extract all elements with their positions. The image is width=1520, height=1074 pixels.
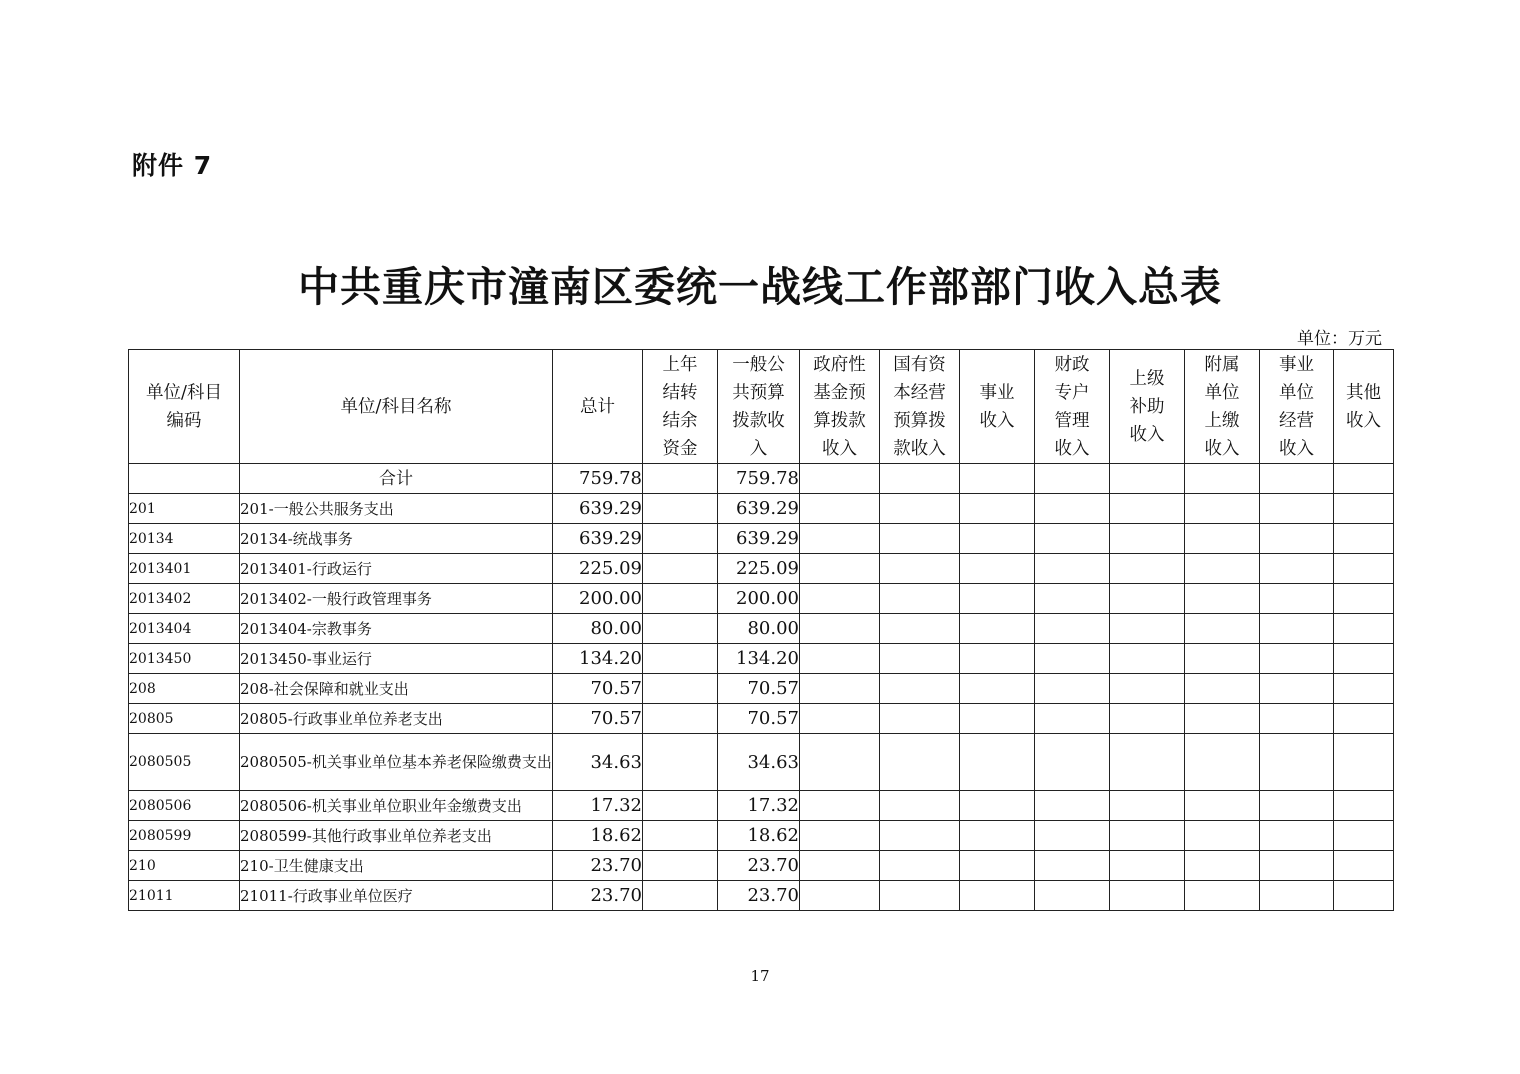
empty-cell <box>880 821 960 851</box>
empty-cell <box>1334 614 1394 644</box>
general-budget-cell: 34.63 <box>718 734 800 791</box>
general-budget-cell: 23.70 <box>718 851 800 881</box>
empty-cell <box>1110 494 1185 524</box>
column-header-line: 收入 <box>1054 438 1090 459</box>
table-header-row <box>129 350 1394 464</box>
column-header-line: 基金预 <box>813 382 866 403</box>
empty-cell <box>1110 614 1185 644</box>
empty-cell <box>880 644 960 674</box>
empty-cell <box>1185 821 1260 851</box>
empty-cell <box>880 524 960 554</box>
empty-cell <box>960 554 1035 584</box>
carryover-cell <box>643 494 718 524</box>
general-budget-cell: 639.29 <box>718 524 800 554</box>
column-header-line: 管理 <box>1054 410 1090 431</box>
total-cell: 639.29 <box>553 524 643 554</box>
empty-cell <box>960 524 1035 554</box>
column-header-line: 共预算 <box>732 382 785 403</box>
general-budget-cell: 23.70 <box>718 881 800 911</box>
general-budget-cell: 80.00 <box>718 614 800 644</box>
total-cell: 23.70 <box>553 881 643 911</box>
column-header-line: 其他 <box>1346 382 1381 403</box>
empty-cell <box>1185 791 1260 821</box>
column-header <box>1185 350 1260 464</box>
carryover-cell <box>643 881 718 911</box>
empty-cell <box>1110 851 1185 881</box>
empty-cell <box>880 674 960 704</box>
total-cell: 639.29 <box>553 494 643 524</box>
subject-name-cell: 21011-行政事业单位医疗 <box>240 881 553 911</box>
empty-cell <box>1185 851 1260 881</box>
empty-cell <box>800 821 880 851</box>
subject-name-cell: 2080505-机关事业单位基本养老保险缴费支出 <box>240 734 553 791</box>
empty-cell <box>800 674 880 704</box>
empty-cell <box>960 464 1035 494</box>
empty-cell <box>1260 821 1334 851</box>
empty-cell <box>1334 704 1394 734</box>
empty-cell <box>1334 524 1394 554</box>
empty-cell <box>1185 464 1260 494</box>
total-cell: 17.32 <box>553 791 643 821</box>
general-budget-cell: 70.57 <box>718 674 800 704</box>
attachment-label: 附件 7 <box>132 151 213 180</box>
empty-cell <box>960 821 1035 851</box>
empty-cell <box>1035 464 1110 494</box>
empty-cell <box>960 644 1035 674</box>
table-row <box>129 464 1394 494</box>
column-header-line: 总计 <box>580 396 615 417</box>
table-row <box>129 584 1394 614</box>
subject-code-cell: 2013404 <box>129 614 240 644</box>
table-body <box>129 464 1394 911</box>
empty-cell <box>1035 584 1110 614</box>
empty-cell <box>1185 554 1260 584</box>
subject-name-cell: 208-社会保障和就业支出 <box>240 674 553 704</box>
empty-cell <box>1110 644 1185 674</box>
column-header-line: 结余 <box>662 410 698 431</box>
carryover-cell <box>643 674 718 704</box>
empty-cell <box>1035 644 1110 674</box>
subject-code-cell: 2013450 <box>129 644 240 674</box>
column-header <box>129 350 240 464</box>
empty-cell <box>880 851 960 881</box>
subject-name-cell: 2013401-行政运行 <box>240 554 553 584</box>
empty-cell <box>1110 704 1185 734</box>
empty-cell <box>1185 644 1260 674</box>
column-header-line: 本经营 <box>893 382 946 403</box>
empty-cell <box>960 494 1035 524</box>
carryover-cell <box>643 584 718 614</box>
column-header-line: 单位 <box>1204 382 1240 403</box>
total-cell: 34.63 <box>553 734 643 791</box>
column-header-line: 上年 <box>662 354 698 375</box>
empty-cell <box>960 674 1035 704</box>
empty-cell <box>800 464 880 494</box>
empty-cell <box>1334 644 1394 674</box>
empty-cell <box>1260 554 1334 584</box>
total-cell: 23.70 <box>553 851 643 881</box>
column-header-line: 预算拨 <box>893 410 946 431</box>
carryover-cell <box>643 791 718 821</box>
empty-cell <box>1035 554 1110 584</box>
column-header-line: 单位 <box>1279 382 1314 403</box>
table-row <box>129 674 1394 704</box>
general-budget-cell: 639.29 <box>718 494 800 524</box>
empty-cell <box>1260 851 1334 881</box>
table-row <box>129 554 1394 584</box>
empty-cell <box>800 881 880 911</box>
empty-cell <box>1334 881 1394 911</box>
empty-cell <box>1260 674 1334 704</box>
empty-cell <box>1110 524 1185 554</box>
empty-cell <box>1334 554 1394 584</box>
column-header-line: 补助 <box>1129 396 1165 417</box>
empty-cell <box>1185 704 1260 734</box>
empty-cell <box>1334 851 1394 881</box>
total-cell: 134.20 <box>553 644 643 674</box>
empty-cell <box>1260 524 1334 554</box>
empty-cell <box>1334 734 1394 791</box>
empty-cell <box>1185 674 1260 704</box>
empty-cell <box>960 881 1035 911</box>
empty-cell <box>1110 674 1185 704</box>
subject-code-cell: 201 <box>129 494 240 524</box>
empty-cell <box>1185 524 1260 554</box>
empty-cell <box>880 494 960 524</box>
subject-name-cell: 20805-行政事业单位养老支出 <box>240 704 553 734</box>
subject-code-cell: 208 <box>129 674 240 704</box>
total-cell: 200.00 <box>553 584 643 614</box>
column-header <box>880 350 960 464</box>
column-header <box>1334 350 1394 464</box>
empty-cell <box>960 851 1035 881</box>
empty-cell <box>800 704 880 734</box>
empty-cell <box>1334 674 1394 704</box>
total-cell: 70.57 <box>553 674 643 704</box>
table-row <box>129 614 1394 644</box>
column-header-line: 收入 <box>1279 438 1314 459</box>
general-budget-cell: 17.32 <box>718 791 800 821</box>
empty-cell <box>1334 821 1394 851</box>
subject-code-cell <box>129 464 240 494</box>
empty-cell <box>960 704 1035 734</box>
column-header-line: 单位/科目名称 <box>340 396 452 417</box>
empty-cell <box>1110 791 1185 821</box>
general-budget-cell: 200.00 <box>718 584 800 614</box>
column-header-line: 附属 <box>1204 354 1240 375</box>
column-header <box>960 350 1035 464</box>
table-row <box>129 851 1394 881</box>
empty-cell <box>1035 734 1110 791</box>
column-header-line: 资金 <box>662 438 698 459</box>
empty-cell <box>1260 584 1334 614</box>
empty-cell <box>1260 734 1334 791</box>
subject-code-cell: 2080505 <box>129 734 240 791</box>
carryover-cell <box>643 704 718 734</box>
empty-cell <box>1260 614 1334 644</box>
subject-code-cell: 21011 <box>129 881 240 911</box>
empty-cell <box>960 791 1035 821</box>
column-header-line: 上缴 <box>1204 410 1240 431</box>
empty-cell <box>1110 881 1185 911</box>
column-header-line: 专户 <box>1054 382 1090 403</box>
column-header <box>1110 350 1185 464</box>
general-budget-cell: 225.09 <box>718 554 800 584</box>
subject-name-cell: 合计 <box>240 464 553 494</box>
column-header <box>1035 350 1110 464</box>
table-row <box>129 881 1394 911</box>
subject-name-cell: 201-一般公共服务支出 <box>240 494 553 524</box>
column-header-line: 收入 <box>979 410 1015 431</box>
empty-cell <box>1185 494 1260 524</box>
empty-cell <box>880 554 960 584</box>
subject-name-cell: 2080599-其他行政事业单位养老支出 <box>240 821 553 851</box>
subject-name-cell: 2013402-一般行政管理事务 <box>240 584 553 614</box>
subject-code-cell: 2013402 <box>129 584 240 614</box>
subject-name-cell: 2013450-事业运行 <box>240 644 553 674</box>
empty-cell <box>1035 524 1110 554</box>
column-header-line: 收入 <box>1346 410 1381 431</box>
subject-name-cell: 210-卫生健康支出 <box>240 851 553 881</box>
column-header-line: 收入 <box>1204 438 1240 459</box>
carryover-cell <box>643 821 718 851</box>
column-header-line: 结转 <box>662 382 698 403</box>
empty-cell <box>1035 881 1110 911</box>
column-header <box>240 350 553 464</box>
empty-cell <box>1110 734 1185 791</box>
empty-cell <box>800 644 880 674</box>
empty-cell <box>1110 554 1185 584</box>
column-header-line: 入 <box>749 438 768 459</box>
empty-cell <box>800 494 880 524</box>
empty-cell <box>960 614 1035 644</box>
column-header-line: 经营 <box>1279 410 1314 431</box>
unit-label: 单位：万元 <box>1297 329 1382 349</box>
column-header-line: 单位/科目 <box>146 382 222 403</box>
carryover-cell <box>643 644 718 674</box>
carryover-cell <box>643 464 718 494</box>
empty-cell <box>800 791 880 821</box>
column-header <box>718 350 800 464</box>
column-header <box>1260 350 1334 464</box>
income-summary-table <box>128 349 1394 911</box>
empty-cell <box>1260 881 1334 911</box>
empty-cell <box>1260 644 1334 674</box>
page-title: 中共重庆市潼南区委统一战线工作部部门收入总表 <box>298 263 1222 311</box>
column-header-line: 国有资 <box>893 354 946 375</box>
table-row <box>129 494 1394 524</box>
column-header-line: 上级 <box>1129 368 1165 389</box>
subject-code-cell: 2080506 <box>129 791 240 821</box>
subject-code-cell: 20805 <box>129 704 240 734</box>
column-header-line: 算拨款 <box>813 410 866 431</box>
empty-cell <box>1260 791 1334 821</box>
subject-name-cell: 2080506-机关事业单位职业年金缴费支出 <box>240 791 553 821</box>
empty-cell <box>1334 494 1394 524</box>
column-header-line: 拨款收 <box>732 410 785 431</box>
empty-cell <box>1334 791 1394 821</box>
column-header <box>553 350 643 464</box>
empty-cell <box>800 851 880 881</box>
empty-cell <box>1260 494 1334 524</box>
empty-cell <box>880 734 960 791</box>
column-header-line: 收入 <box>1129 424 1165 445</box>
table-row <box>129 734 1394 791</box>
column-header-line: 政府性 <box>813 354 866 375</box>
table-row <box>129 644 1394 674</box>
subject-name-cell: 20134-统战事务 <box>240 524 553 554</box>
empty-cell <box>880 704 960 734</box>
empty-cell <box>880 791 960 821</box>
empty-cell <box>1035 614 1110 644</box>
subject-code-cell: 2013401 <box>129 554 240 584</box>
empty-cell <box>1185 881 1260 911</box>
table-row <box>129 704 1394 734</box>
subject-code-cell: 2080599 <box>129 821 240 851</box>
column-header-line: 财政 <box>1054 354 1090 375</box>
page-number: 17 <box>750 967 770 985</box>
empty-cell <box>1110 584 1185 614</box>
total-cell: 70.57 <box>553 704 643 734</box>
empty-cell <box>800 734 880 791</box>
empty-cell <box>880 881 960 911</box>
empty-cell <box>1260 464 1334 494</box>
column-header-line: 收入 <box>822 438 857 459</box>
empty-cell <box>880 614 960 644</box>
empty-cell <box>880 464 960 494</box>
empty-cell <box>1110 821 1185 851</box>
general-budget-cell: 759.78 <box>718 464 800 494</box>
empty-cell <box>800 614 880 644</box>
empty-cell <box>1035 674 1110 704</box>
column-header-line: 编码 <box>166 410 202 431</box>
total-cell: 759.78 <box>553 464 643 494</box>
empty-cell <box>1185 734 1260 791</box>
table-row <box>129 791 1394 821</box>
column-header-line: 款收入 <box>893 438 946 459</box>
empty-cell <box>1260 704 1334 734</box>
total-cell: 80.00 <box>553 614 643 644</box>
empty-cell <box>960 584 1035 614</box>
empty-cell <box>880 584 960 614</box>
table-row <box>129 821 1394 851</box>
general-budget-cell: 70.57 <box>718 704 800 734</box>
subject-name-cell: 2013404-宗教事务 <box>240 614 553 644</box>
empty-cell <box>1334 464 1394 494</box>
column-header <box>800 350 880 464</box>
carryover-cell <box>643 524 718 554</box>
empty-cell <box>1035 851 1110 881</box>
empty-cell <box>800 584 880 614</box>
empty-cell <box>1334 584 1394 614</box>
empty-cell <box>1035 494 1110 524</box>
empty-cell <box>800 554 880 584</box>
column-header-line: 事业 <box>979 382 1015 403</box>
carryover-cell <box>643 614 718 644</box>
subject-code-cell: 210 <box>129 851 240 881</box>
total-cell: 225.09 <box>553 554 643 584</box>
empty-cell <box>1035 821 1110 851</box>
empty-cell <box>1035 704 1110 734</box>
general-budget-cell: 18.62 <box>718 821 800 851</box>
carryover-cell <box>643 554 718 584</box>
empty-cell <box>1035 791 1110 821</box>
carryover-cell <box>643 734 718 791</box>
total-cell: 18.62 <box>553 821 643 851</box>
column-header <box>643 350 718 464</box>
empty-cell <box>800 524 880 554</box>
empty-cell <box>960 734 1035 791</box>
table-row <box>129 524 1394 554</box>
empty-cell <box>1185 614 1260 644</box>
empty-cell <box>1110 464 1185 494</box>
column-header-line: 一般公 <box>732 354 785 375</box>
subject-code-cell: 20134 <box>129 524 240 554</box>
carryover-cell <box>643 851 718 881</box>
general-budget-cell: 134.20 <box>718 644 800 674</box>
empty-cell <box>1185 584 1260 614</box>
column-header-line: 事业 <box>1279 354 1314 375</box>
